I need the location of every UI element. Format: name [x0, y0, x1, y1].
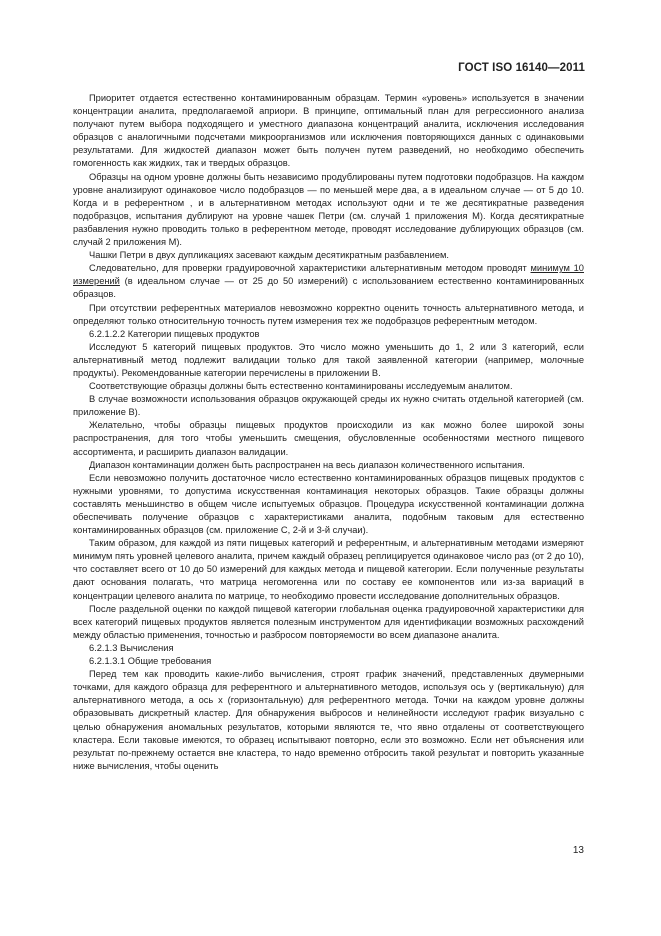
paragraph-with-underline	[73, 262, 584, 301]
paragraph: Перед тем как проводить какие-либо вычисления, строят график значений, представленных двумерными точками, для каждого образца для референтного и альтернативного методов, используя ось y (вертикальную) для альтернативного метода, а ось x (горизонтальную) для референтного метода. Точки на каждом уровне должны образовывать дискретный кластер. Для обнаружения выбросов и нелинейности исследуют график визуально с целью обнаружения аномальных результатов, которыми являются те, что явно отдалены от соответствующего кластера. Если таковые имеются, то образец испытывают повторно, если это возможно. Если нет объяснения или результат по-прежнему остается вне кластера, то надо временно отбросить такой результат и повторить указанные ниже вычисления, чтобы оценить	[73, 669, 584, 771]
section-heading: 6.2.1.2.2 Категории пищевых продуктов	[89, 328, 260, 339]
paragraph: Соответствующие образцы должны быть естественно контаминированы исследуемым аналитом.	[89, 381, 513, 392]
paragraph: Таким образом, для каждой из пяти пищевых категорий и референтным, и альтернативным методами измеряют минимум пять уровней целевого аналита, причем каждый образец реплицируется одинаковое число раз (от 2 до 10), что составляет всего от 10 до 50 измерений для каждых метода и пищевой категории. Если полученные результаты дают основания полагать, что матрица негомогенна или по составу ее компонентов или из-за вариаций в концентрации целевого аналита по матрице, то необходимо провести исследование дополнительных образцов.	[73, 538, 584, 601]
paragraph: В случае возможности использования образцов окружающей среды их нужно считать отдельной категорией (см. приложение В).	[73, 394, 584, 418]
section-heading: 6.2.1.3.1 Общие требования	[89, 656, 212, 667]
paragraph: Диапазон контаминации должен быть распространен на весь диапазон количественного испытания.	[89, 459, 525, 470]
paragraph: При отсутствии референтных материалов невозможно корректно оценить точность альтернативного метода, и определяют только относительную точность путем измерения тех же подобразцов референтным методом.	[73, 302, 584, 326]
text-run: Следовательно, для проверки градуировочной характеристики альтернативным методом проводят	[89, 263, 531, 274]
underlined-text: минимум 10 измерений	[73, 263, 584, 287]
paragraph: Если невозможно получить достаточное число естественно контаминированных образцов пищевых продуктов с нужными уровнями, то допустима искусственная контаминация некоторых образцов. Такие образцы должны составлять меньшинство в общем числе испытуемых образцов. Процедура искусственной контаминации должна обеспечивать получение образцов с характеристиками аналита, подобным таковым для естественно контаминированных образцов (см. приложение С, 2-й и 3-й случаи).	[73, 472, 584, 536]
section-heading: 6.2.1.3 Вычисления	[89, 642, 174, 653]
document-body	[73, 92, 584, 773]
paragraph: Исследуют 5 категорий пищевых продуктов. Это число можно уменьшить до 1, 2 или 3 категорий, если альтернативный метод подлежит валидации только для такой заявленной категории (например, молочные продукты). Рекомендованные категории перечислены в приложении В.	[73, 341, 584, 378]
paragraph: Приоритет отдается естественно контаминированным образцам. Термин «уровень» используется в значении концентрации аналита, предполагаемой априори. В принципе, оптимальный план для регрессионного анализа получают путем выбора подходящего и уместного диапазона концентраций аналита, исключения исследования образцов с аналогичными подсчетами микроорганизмов или исключения повторяющихся данных с одинаковыми результатами. Для жидкостей диапазон может быть получен путем разведений, но необходимо обеспечить гомогенность как жидких, так и твердых образцов.	[73, 93, 584, 169]
text-run: (в идеальном случае — от 25 до 50 измерений) с использованием естественно контаминированных образцов.	[73, 276, 584, 300]
page-number: 13	[572, 845, 584, 856]
paragraph: Чашки Петри в двух дупликациях засевают каждым десятикратным разбавлением.	[89, 250, 449, 261]
paragraph: Образцы на одном уровне должны быть независимо продублированы путем подготовки подобразцов. На каждом уровне анализируют одинаковое число подобразцов — по меньшей мере два, а в идеальном случае — от 5 до 10. Когда и в референтном , и в альтернативном методах используют одни и те же десятикратные разведения подобразцов, испытания дублируют на уровне чашек Петри (см. случай 1 приложения М). Когда десятикратные разбавления нужно проводить только в референтном методе, проводят исследование дублирующих образцов (см. случай 2 приложения М).	[73, 171, 584, 248]
document-code: ГОСТ ISO 16140—2011	[458, 62, 585, 74]
paragraph: Желательно, чтобы образцы пищевых продуктов происходили из как можно более широкой зоны распространения, для того чтобы уменьшить смещения, обусловленные особенностями местного пищевого ассортимента, и расширить диапазон валидации.	[73, 420, 584, 457]
paragraph: После раздельной оценки по каждой пищевой категории глобальная оценка градуировочной характеристики для всех категорий пищевых продуктов является полезным инструментом для идентификации возможных расхождений между областью применения, точностью и разбросом повторяемости во всем диапазоне аналита.	[73, 603, 584, 640]
